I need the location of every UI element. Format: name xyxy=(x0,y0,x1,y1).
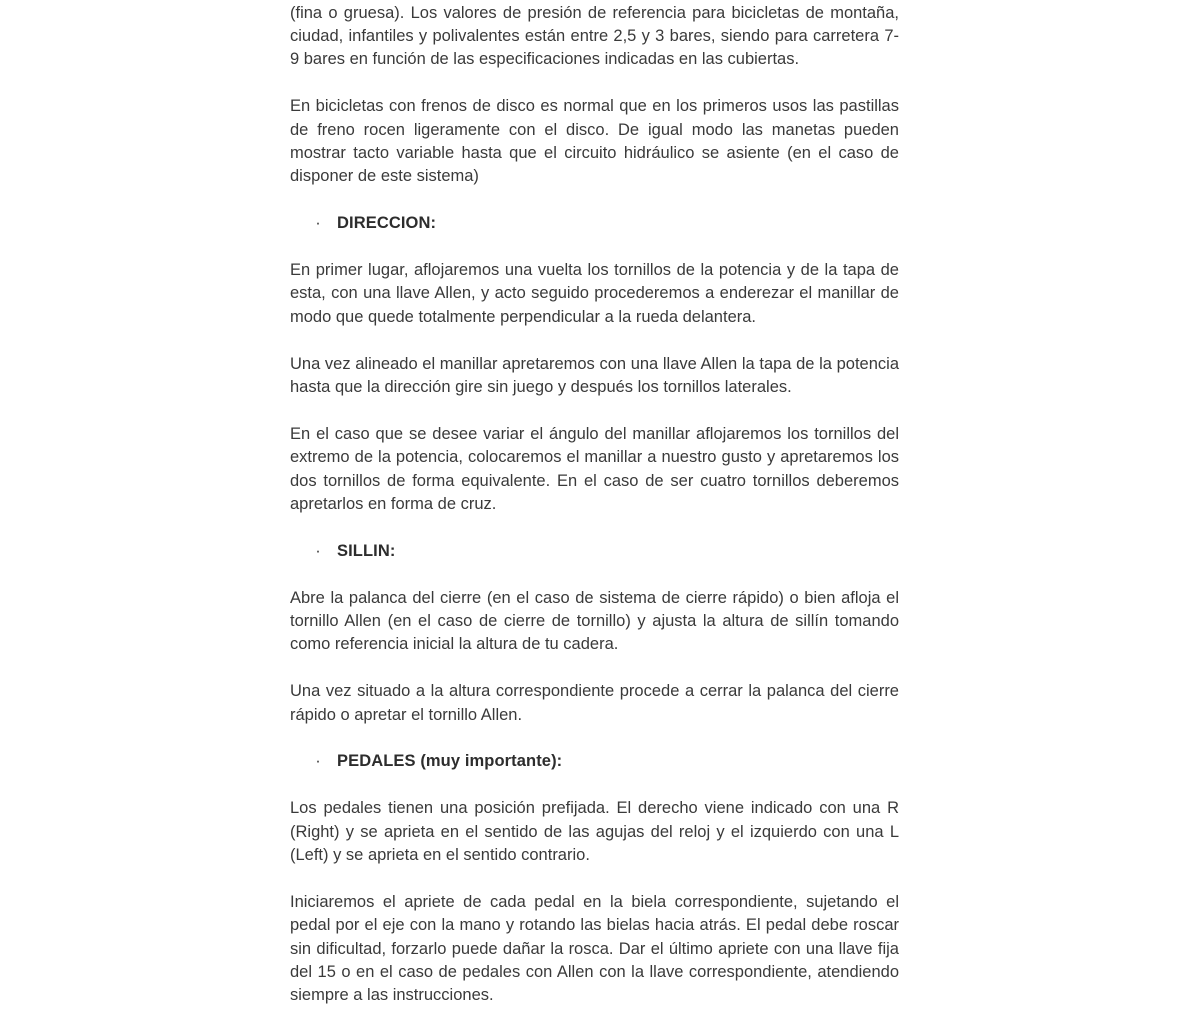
paragraph-direccion-1: En primer lugar, aflojaremos una vuelta los tornillos de la potencia y de la tapa de esta, con una llave Allen, y acto seguido procederemos a enderezar el manillar de modo que quede totalmente perpendicular a la rueda delantera. xyxy=(290,259,899,329)
list-item-pedales xyxy=(290,750,899,773)
bullet-marker: · xyxy=(313,750,323,773)
bullet-marker: · xyxy=(313,540,323,563)
paragraph-disc-brakes: En bicicletas con frenos de disco es normal que en los primeros usos las pastillas de freno rocen ligeramente con el disco. De igual modo las manetas pueden mostrar tacto variable hasta que el circuito hidráulico se asiente (en el caso de disponer de este sistema) xyxy=(290,95,899,189)
bullet-marker: · xyxy=(313,212,323,235)
paragraph-tire-pressure: (fina o gruesa). Los valores de presión de referencia para bicicletas de montaña, ciudad, infantiles y polivalentes están entre 2,5 y 3 bares, siendo para carretera 7-9 bares en función de las especificaciones indicadas en las cubiertas. xyxy=(290,2,899,72)
list-item-direccion xyxy=(290,212,899,235)
section-heading-direccion: DIRECCION: xyxy=(337,214,436,232)
paragraph-sillin-1: Abre la palanca del cierre (en el caso de sistema de cierre rápido) o bien afloja el tornillo Allen (en el caso de cierre de tornillo) y ajusta la altura de sillín tomando como referencia inicial la altura de tu cadera. xyxy=(290,587,899,657)
paragraph-direccion-2: Una vez alineado el manillar apretaremos con una llave Allen la tapa de la potencia hasta que la dirección gire sin juego y después los tornillos laterales. xyxy=(290,353,899,400)
paragraph-pedales-1: Los pedales tienen una posición prefijada. El derecho viene indicado con una R (Right) y se aprieta en el sentido de las agujas del reloj y el izquierdo con una L (Left) y se aprieta en el sentido contrario. xyxy=(290,797,899,867)
section-heading-pedales: PEDALES (muy importante): xyxy=(337,752,562,770)
section-heading-sillin: SILLIN: xyxy=(337,542,395,560)
paragraph-sillin-2: Una vez situado a la altura correspondiente procede a cerrar la palanca del cierre rápido o apretar el tornillo Allen. xyxy=(290,680,899,727)
list-item-sillin xyxy=(290,540,899,563)
paragraph-pedales-2: Iniciaremos el apriete de cada pedal en la biela correspondiente, sujetando el pedal por el eje con la mano y rotando las bielas hacia atrás. El pedal debe roscar sin dificultad, forzarlo puede dañar la rosca. Dar el último apriete con una llave fija del 15 o en el caso de pedales con Allen con la llave correspondiente, atendiendo siempre a las instrucciones. xyxy=(290,891,899,1008)
document-content xyxy=(290,2,899,1031)
paragraph-direccion-3: En el caso que se desee variar el ángulo del manillar aflojaremos los tornillos del extremo de la potencia, colocaremos el manillar a nuestro gusto y apretaremos los dos tornillos de forma equivalente. En el caso de ser cuatro tornillos deberemos apretarlos en forma de cruz. xyxy=(290,423,899,517)
